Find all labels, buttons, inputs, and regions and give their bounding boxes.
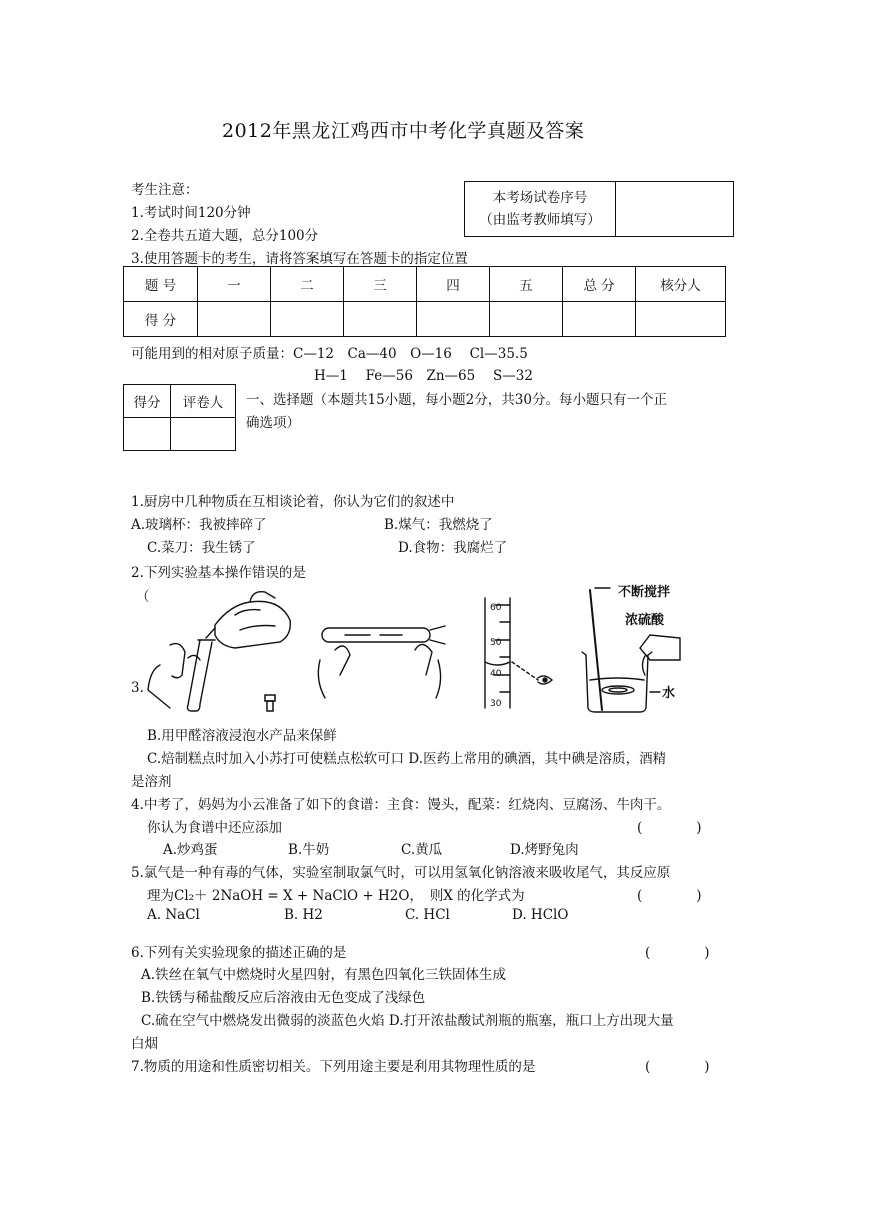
score-header-3: 三 [344, 267, 417, 302]
q2-paren: （ [136, 589, 150, 605]
q6-option-a: A.铁丝在氧气中燃烧时火星四射，有黑色四氧化三铁固体生成 [141, 967, 507, 983]
q4-line1: 4.中考了，妈妈为小云准备了如下的食谱：主食：馒头，配菜：红烧肉、豆腐汤、牛肉干。 [131, 797, 671, 813]
q5-option-c: C. HCl [405, 907, 450, 923]
grader-score-cell[interactable] [124, 418, 171, 451]
q3-option-b: B.用甲醛溶液浸泡水产品来保鲜 [147, 728, 337, 744]
q3-option-cd-line1: C.焙制糕点时加入小苏打可使糕点松软可口 D.医药上常用的碘酒，其中碘是溶质，酒精 [147, 751, 667, 767]
score-header-1: 一 [198, 267, 271, 302]
serial-label-line1: 本考场试卷序号 [492, 190, 588, 206]
q4-option-c: C.黄瓜 [401, 842, 443, 858]
serial-box [464, 181, 734, 237]
score-cell[interactable] [490, 302, 563, 337]
q2-stem: 2.下列实验基本操作错误的是 [131, 565, 306, 581]
q4-option-b: B.牛奶 [288, 842, 330, 858]
section1-line1: 一、选择题（本题共15小题，每小题2分，共30分。每小题只有一个正 [246, 392, 667, 408]
score-cell[interactable] [563, 302, 636, 337]
test-tube-hands-illustration [318, 626, 445, 698]
q4-answer-paren[interactable]: ( ) [637, 820, 702, 836]
q5-option-b: B. H2 [284, 907, 323, 923]
score-header-2: 二 [271, 267, 344, 302]
serial-box-label [465, 182, 616, 237]
q6-option-cd-line2: 白烟 [131, 1036, 158, 1052]
label-water: 水 [662, 686, 676, 701]
serial-label-line2: （由监考教师填写） [479, 212, 601, 228]
q5-option-d: D. HClO [512, 907, 569, 923]
cylinder-tick-60: 60 [490, 603, 502, 613]
q6-option-b: B.铁锈与稀盐酸反应后溶液由无色变成了浅绿色 [141, 990, 426, 1006]
grader-box [123, 384, 236, 451]
label-stir: 不断搅拌 [618, 585, 671, 600]
score-cell[interactable] [198, 302, 271, 337]
q6-option-cd-line1: C.硫在空气中燃烧发出微弱的淡蓝色火焰 D.打开浓盐酸试剂瓶的瓶塞，瓶口上方出现大量 [141, 1013, 674, 1029]
cylinder-tick-40: 40 [490, 669, 502, 679]
q5-line2: 理为Cl₂＋ 2NaOH = X + NaClO + H2O， 则X 的化学式为 [147, 888, 525, 904]
cylinder-tick-50: 50 [490, 638, 502, 648]
q5-option-a: A. NaCl [147, 907, 200, 923]
score-header-5: 五 [490, 267, 563, 302]
q5-answer-paren[interactable]: ( ) [637, 888, 702, 904]
q4-line2: 你认为食谱中还应添加 [147, 820, 282, 836]
q7-stem: 7.物质的用途和性质密切相关。下列用途主要是利用其物理性质的是 [131, 1059, 536, 1075]
cylinder-tick-30: 30 [490, 699, 502, 709]
score-cell[interactable] [417, 302, 490, 337]
atomic-masses-line1: 可能用到的相对原子质量：C—12 Ca—40 O—16 Cl—35.5 [131, 346, 528, 362]
grader-name-cell[interactable] [171, 418, 236, 451]
q1-stem: 1.厨房中几种物质在互相谈论着，你认为它们的叙述中 [131, 494, 455, 510]
page-title: 2012年黑龙江鸡西市中考化学真题及答案 [222, 120, 585, 142]
q1-option-d: D.食物：我腐烂了 [398, 540, 508, 556]
score-header-label: 题 号 [124, 267, 198, 302]
bottle-icon [262, 693, 278, 713]
score-cell[interactable] [344, 302, 417, 337]
score-header-total: 总 分 [563, 267, 636, 302]
score-cell[interactable] [636, 302, 726, 337]
q5-line1: 5.氯气是一种有毒的气体，实验室制取氯气时，可以用氢氧化钠溶液来吸收尾气，其反应原 [131, 865, 671, 881]
notice-item-2: 2.全卷共五道大题，总分100分 [131, 228, 319, 244]
q2-figure [140, 580, 740, 715]
score-header-checker: 核分人 [636, 267, 726, 302]
q1-option-b: B.煤气：我燃烧了 [384, 517, 493, 533]
q6-stem: 6.下列有关实验现象的描述正确的是 [131, 945, 347, 961]
grader-name-label: 评卷人 [171, 385, 236, 418]
q1-option-a: A.玻璃杯：我被摔碎了 [131, 517, 267, 533]
q3-option-cd-line2: 是溶剂 [131, 774, 172, 790]
q1-option-c: C.菜刀：我生锈了 [147, 540, 256, 556]
score-table [123, 266, 726, 337]
graduated-cylinder-illustration [485, 598, 552, 708]
q3-number: 3. [131, 680, 144, 696]
notice-item-1: 1.考试时间120分钟 [131, 205, 251, 221]
score-cell[interactable] [271, 302, 344, 337]
label-acid: 浓硫酸 [625, 613, 665, 628]
q4-option-a: A.炒鸡蛋 [163, 842, 218, 858]
q6-answer-paren[interactable]: ( ) [645, 945, 710, 961]
q4-option-d: D.烤野兔肉 [510, 842, 579, 858]
section1-line2: 确选项） [246, 415, 300, 431]
score-row-label: 得 分 [124, 302, 198, 337]
atomic-masses-line2: H—1 Fe—56 Zn—65 S—32 [314, 368, 533, 384]
serial-box-field[interactable] [616, 182, 734, 237]
score-header-4: 四 [417, 267, 490, 302]
notice-heading: 考生注意： [131, 182, 199, 198]
notice-item-3: 3.使用答题卡的考生，请将答案填写在答题卡的指定位置 [131, 251, 468, 267]
q7-answer-paren[interactable]: ( ) [645, 1059, 710, 1075]
grader-score-label: 得分 [124, 385, 171, 418]
